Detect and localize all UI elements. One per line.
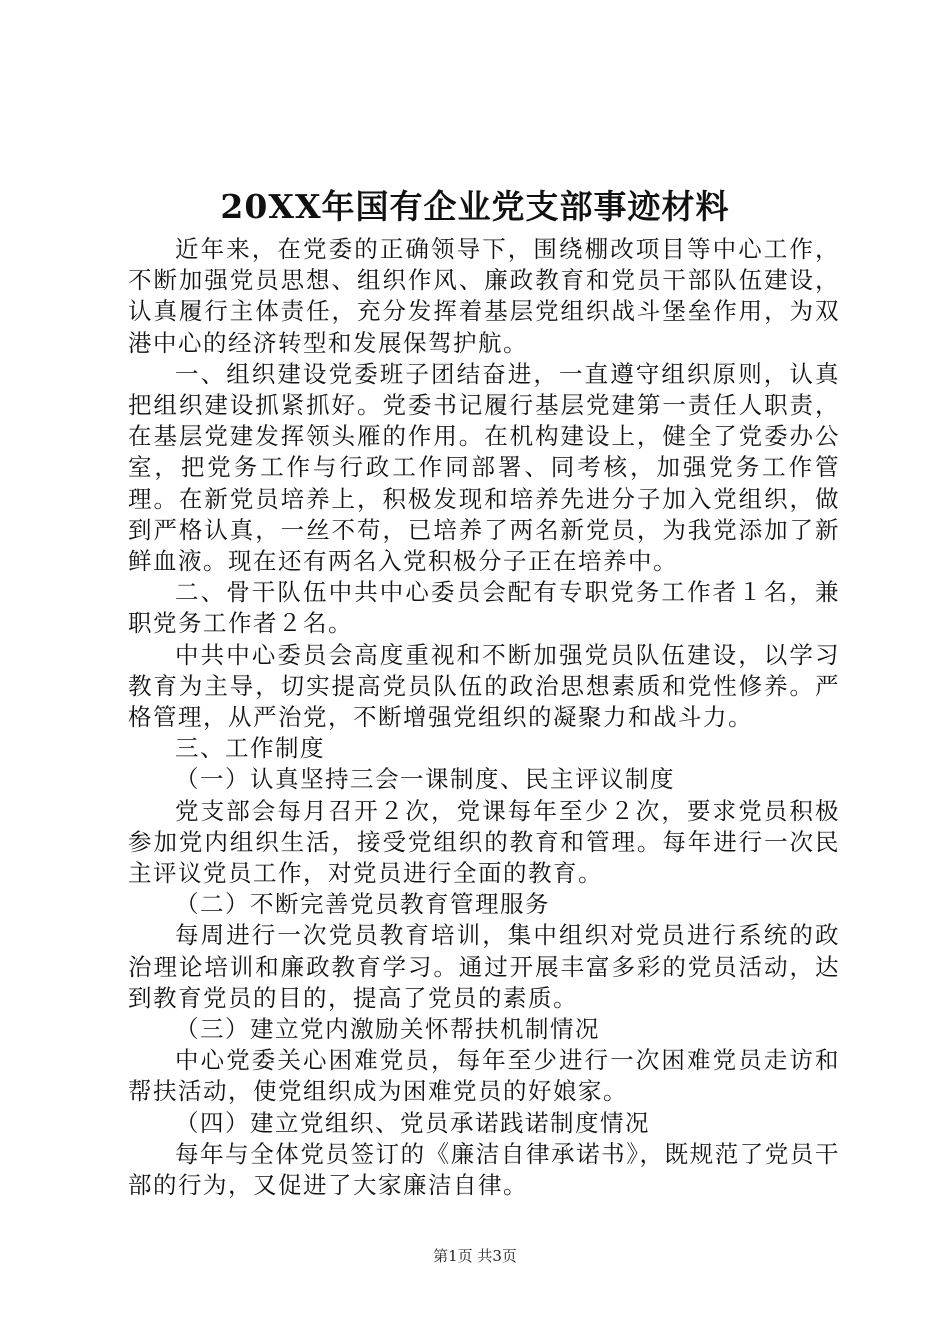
document-body xyxy=(128,234,840,1201)
section-heading-work-system: 三、工作制度 xyxy=(175,734,325,763)
subheading-1: （一）认真坚持三会一课制度、民主评议制度 xyxy=(175,765,675,794)
paragraph-intro: 近年来，在党委的正确领导下，围绕棚改项目等中心工作，不断加强党员思想、组织作风、廉政教育和党员干部队伍建设，认真履行主体责任，充分发挥着基层党组织战斗堡垒作用，为双港中心的经济转型和发展保驾护航。 xyxy=(128,235,840,357)
document-title: 20XX年国有企业党支部事迹材料 xyxy=(220,187,730,226)
paragraph-backbone-team: 二、骨干队伍中共中心委员会配有专职党务工作者１名，兼职党务工作者２名。 xyxy=(128,578,840,638)
paragraph-meetings: 党支部会每月召开２次，党课每年至少２次，要求党员积极参加党内组织生活，接受党组织的教育和管理。每年进行一次民主评议党员工作，对党员进行全面的教育。 xyxy=(128,796,840,888)
paragraph-care: 中心党委关心困难党员，每年至少进行一次困难党员走访和帮扶活动，使党组织成为困难党员的好娘家。 xyxy=(128,1046,840,1106)
subheading-2: （二）不断完善党员教育管理服务 xyxy=(175,890,550,919)
page-number-footer: 第1页 共3页 xyxy=(433,1247,517,1265)
subheading-4: （四）建立党组织、党员承诺践诺制度情况 xyxy=(175,1108,650,1137)
paragraph-team-building: 中共中心委员会高度重视和不断加强党员队伍建设，以学习教育为主导，切实提高党员队伍的政治思想素质和党性修养。严格管理，从严治党，不断增强党组织的凝聚力和战斗力。 xyxy=(128,640,840,732)
paragraph-organization: 一、组织建设党委班子团结奋进，一直遵守组织原则，认真把组织建设抓紧抓好。党委书记履行基层党建第一责任人职责，在基层党建发挥领头雁的作用。在机构建设上，健全了党委办公室，把党务工作与行政工作同部署、同考核，加强党务工作管理。在新党员培养上，积极发现和培养先进分子加入党组织，做到严格认真，一丝不苟，已培养了两名新党员，为我党添加了新鲜血液。现在还有两名入党积极分子正在培养中。 xyxy=(128,359,840,576)
paragraph-commitment: 每年与全体党员签订的《廉洁自律承诺书》，既规范了党员干部的行为，又促进了大家廉洁自律。 xyxy=(128,1139,840,1200)
subheading-3: （三）建立党内激励关怀帮扶机制情况 xyxy=(175,1015,600,1044)
paragraph-training: 每周进行一次党员教育培训，集中组织对党员进行系统的政治理论培训和廉政教育学习。通过开展丰富多彩的党员活动，达到教育党员的目的，提高了党员的素质。 xyxy=(128,921,840,1012)
